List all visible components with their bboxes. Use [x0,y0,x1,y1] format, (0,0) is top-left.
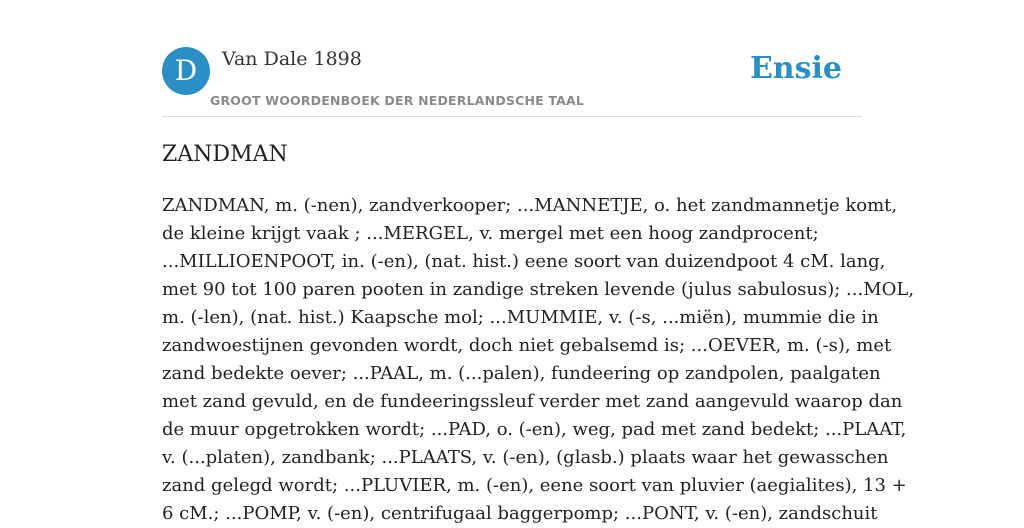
dictionary-header [162,47,862,117]
dictionary-logo[interactable]: D [162,47,210,95]
entry-line: zandwoestijnen gevonden wordt, doch niet gebalsemd is; ...OEVER, m. (-s), met [162,335,892,356]
dictionary-title[interactable]: Van Dale 1898 [222,48,362,70]
entry-title: ZANDMAN [162,142,288,167]
dictionary-subtitle: GROOT WOORDENBOEK DER NEDERLANDSCHE TAAL [210,93,585,108]
entry-line: m. (-len), (nat. hist.) Kaapsche mol; ...MUMMIE, v. (-s, ...miën), mummie die in [162,307,879,328]
entry-body [162,192,915,528]
entry-line: met 90 tot 100 paren pooten in zandige streken levende (julus sabulosus); ...MOL, [162,279,915,300]
brand-logo-link[interactable]: Ensie [749,51,842,86]
entry-line: zand gelegd wordt; ...PLUVIER, m. (-en), eene soort van pluvier (aegialites), 13 + [162,475,907,496]
entry-line: v. (...platen), zandbank; ...PLAATS, v. (-en), (glasb.) plaats waar het gewasschen [162,447,889,468]
entry-line: de kleine krijgt vaak ; ...MERGEL, v. mergel met een hoog zandprocent; [162,223,819,244]
entry-line: 6 cM.; ...POMP, v. (-en), centrifugaal baggerpomp; ...PONT, v. (-en), zandschuit [162,503,878,524]
entry-line: met zand gevuld, en de fundeeringssleuf verder met zand aangevuld waarop dan [162,391,903,412]
entry-line: de muur opgetrokken wordt; ...PAD, o. (-en), weg, pad met zand bedekt; ...PLAAT, [162,419,907,440]
entry-line: zand bedekte oever; ...PAAL, m. (...palen), fundeering op zandpolen, paalgaten [162,363,881,384]
entry-line: ...MILLIOENPOOT, in. (-en), (nat. hist.) eene soort van duizendpoot 4 cM. lang, [162,251,886,272]
entry-line: ZANDMAN, m. (-nen), zandverkooper; ...MANNETJE, o. het zandmannetje komt, [162,195,898,216]
